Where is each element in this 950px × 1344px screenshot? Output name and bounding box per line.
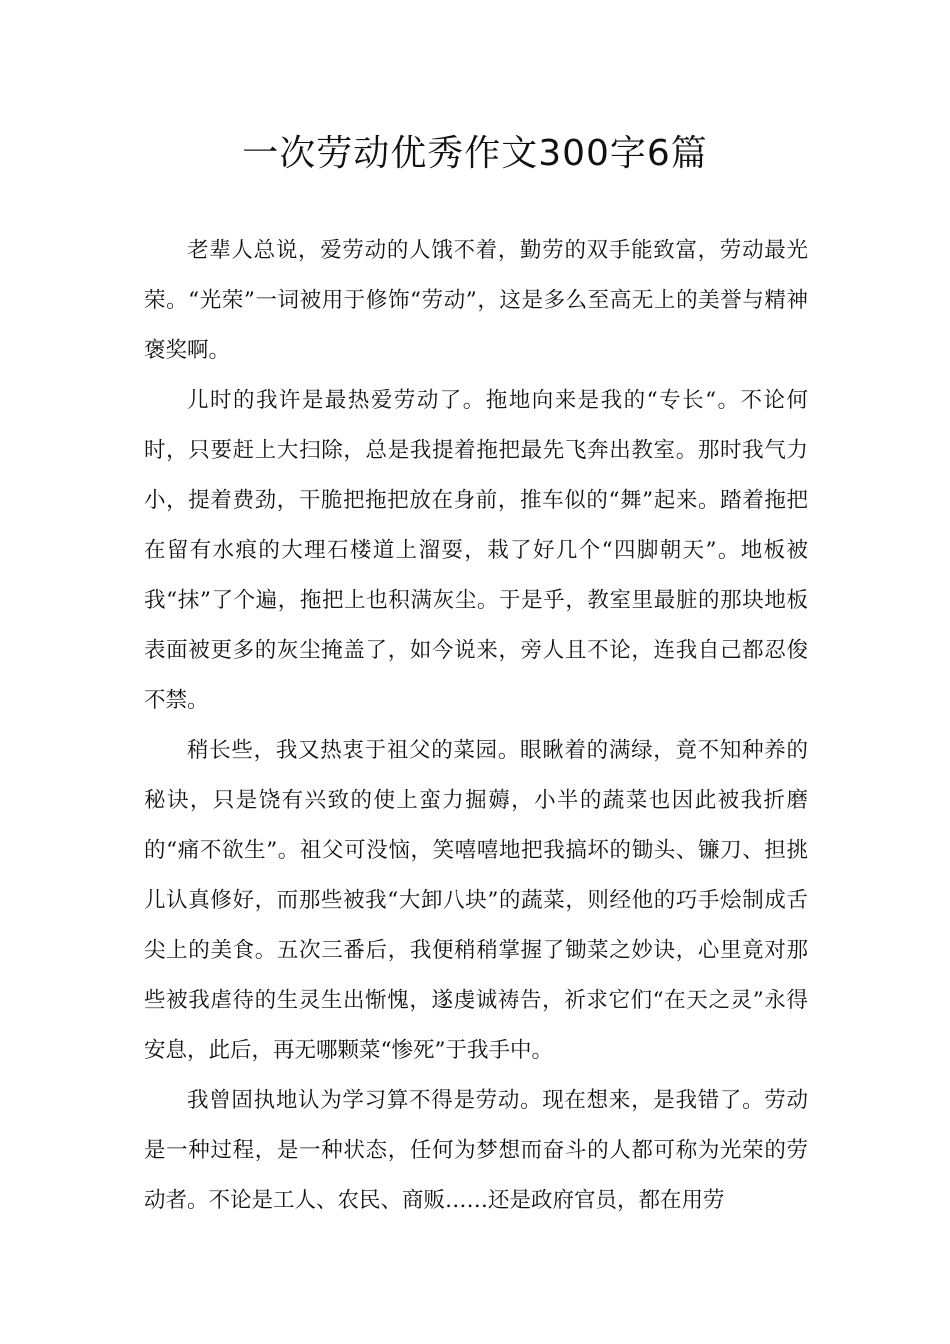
paragraph-4: 我曾固执地认为学习算不得是劳动。现在想来，是我错了。劳动是一种过程，是一种状态，任何为梦想而奋斗的人都可称为光荣的劳动者。不论是工人、农民、商贩……还是政府官员，都在用劳 bbox=[144, 1088, 808, 1213]
paragraph-2: 儿时的我许是最热爱劳动了。拖地向来是我的“专长“。不论何时，只要赶上大扫除，总是我提着拖把最先飞奔出教室。那时我气力小，提着费劲，干脆把拖把放在身前，推车似的“舞”起来。踏着拖把在留有水痕的大理石楼道上溜耍，栽了好几个“四脚朝天”。地板被我“抹”了个遍，拖把上也积满灰尘。于是乎，教室里最脏的那块地板表面被更多的灰尘掩盖了，如今说来，旁人且不论，连我自己都忍俊不禁。 bbox=[144, 388, 808, 713]
paragraph-1: 老辈人总说，爱劳动的人饿不着，勤劳的双手能致富，劳动最光荣。“光荣”一词被用于修饰“劳动”，这是多么至高无上的美誉与精神褒奖啊。 bbox=[144, 238, 809, 363]
document-title: 一次劳动优秀作文300字6篇 bbox=[242, 133, 708, 174]
paragraph-3: 稍长些，我又热衷于祖父的菜园。眼瞅着的满绿，竟不知种养的秘诀，只是饶有兴致的使上蛮力掘薅，小半的蔬菜也因此被我折磨的“痛不欲生”。祖父可没恼，笑嘻嘻地把我搞坏的锄头、镰刀、担挑儿认真修好，而那些被我“大卸八块”的蔬菜，则经他的巧手烩制成舌尖上的美食。五次三番后，我便稍稍掌握了锄菜之妙诀，心里竟对那些被我虐待的生灵生出惭愧，遂虔诚祷告，祈求它们“在天之灵”永得安息，此后，再无哪颗菜“惨死”于我手中。 bbox=[144, 738, 808, 1063]
document-body bbox=[144, 226, 808, 1226]
